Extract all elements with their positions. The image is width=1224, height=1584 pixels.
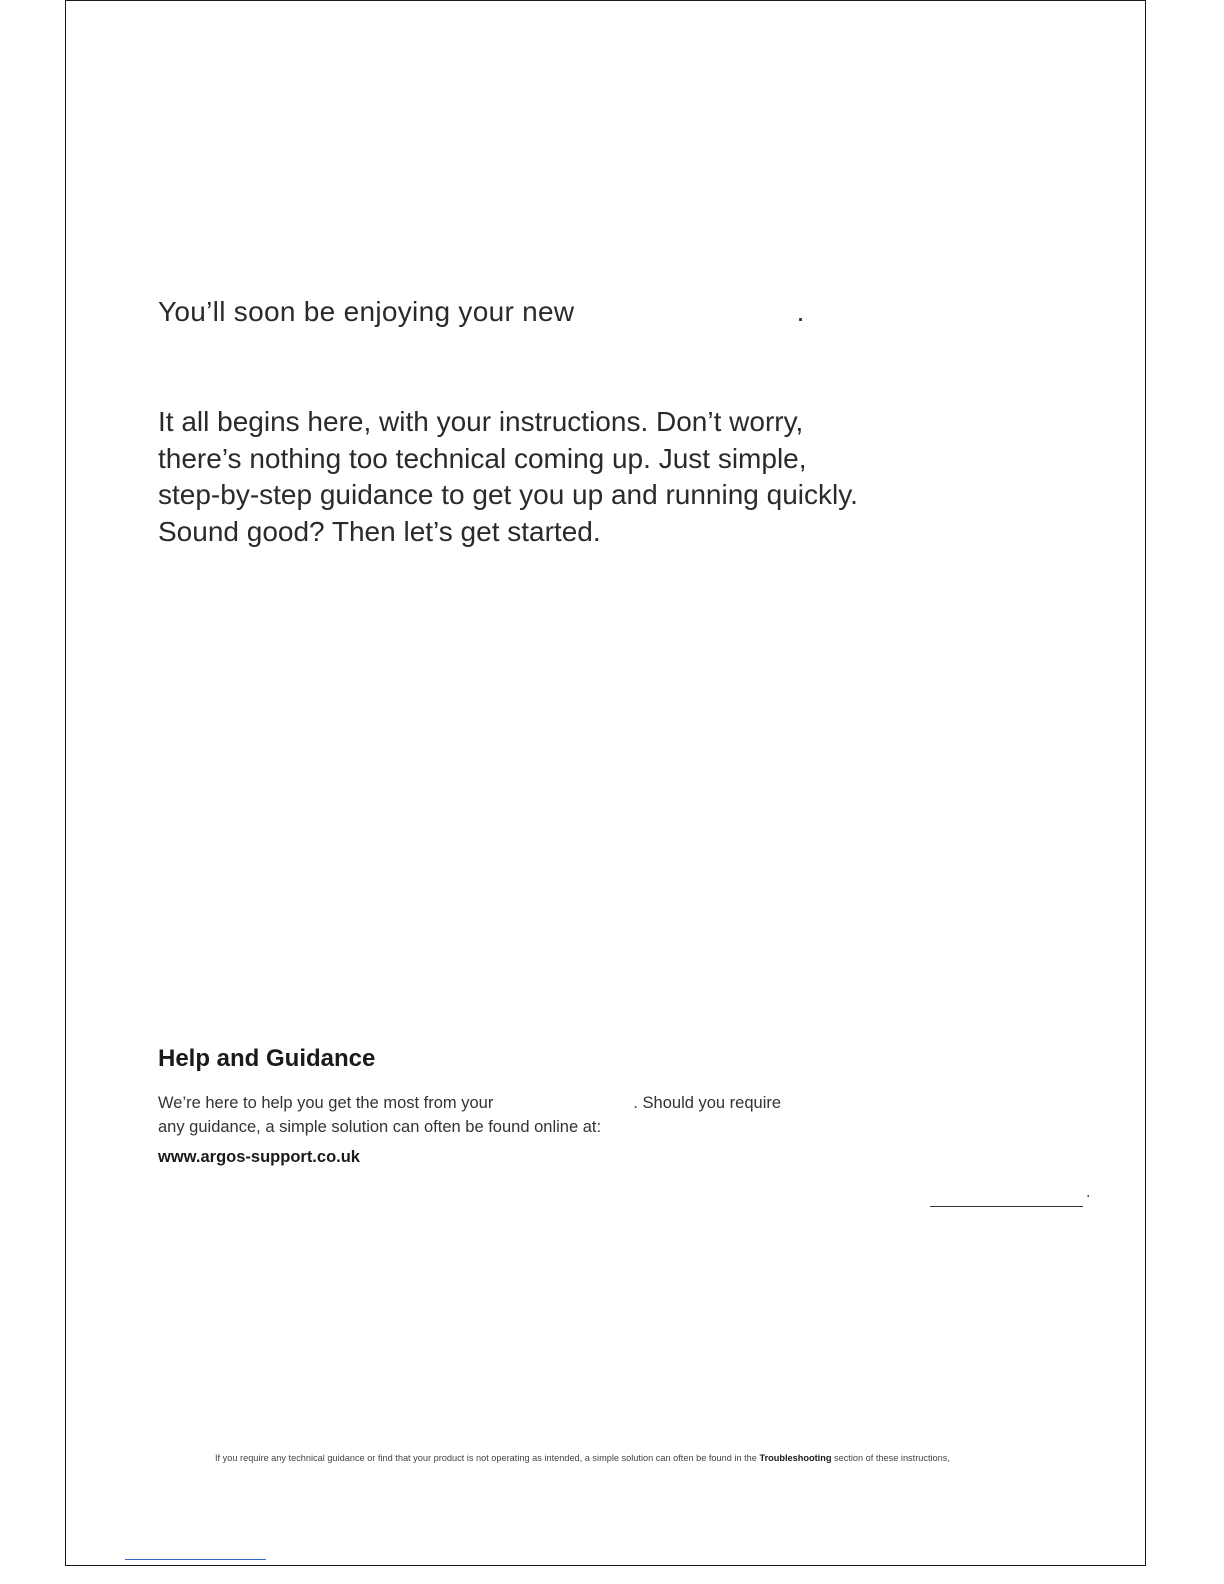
intro-line-prefix: You’ll soon be enjoying your new bbox=[158, 296, 575, 327]
help-body-line-1-prefix: We’re here to help you get the most from your bbox=[158, 1094, 494, 1112]
blank-underline bbox=[930, 1206, 1083, 1207]
support-link[interactable]: www.argos-support.co.uk bbox=[158, 1148, 360, 1166]
help-heading: Help and Guidance bbox=[158, 1045, 376, 1072]
help-body-line-1 bbox=[158, 1091, 781, 1115]
footnote-bold: Troubleshooting bbox=[759, 1453, 832, 1463]
intro-line-suffix: . bbox=[796, 296, 805, 327]
footnote bbox=[215, 1453, 950, 1463]
intro-paragraph: It all begins here, with your instructions. Don’t worry, there’s nothing too technical coming up. Just simple, step-by-step guidance to get you up and running quickly. Sound good? Then let’s get started. bbox=[158, 406, 858, 547]
help-body-line-2: any guidance, a simple solution can often be found online at: bbox=[158, 1118, 602, 1136]
page-frame bbox=[65, 0, 1146, 1566]
blank-trailing-dot: . bbox=[1086, 1184, 1091, 1201]
footnote-prefix: If you require any technical guidance or find that your product is not operating as intended, a simple solution can often be found in the bbox=[215, 1453, 757, 1463]
footnote-suffix: section of these instructions, bbox=[834, 1453, 950, 1463]
help-body-line-1-suffix: . Should you require bbox=[633, 1094, 782, 1112]
intro-line bbox=[158, 296, 805, 328]
help-body bbox=[158, 1091, 781, 1139]
bottom-link-underline bbox=[125, 1559, 266, 1560]
